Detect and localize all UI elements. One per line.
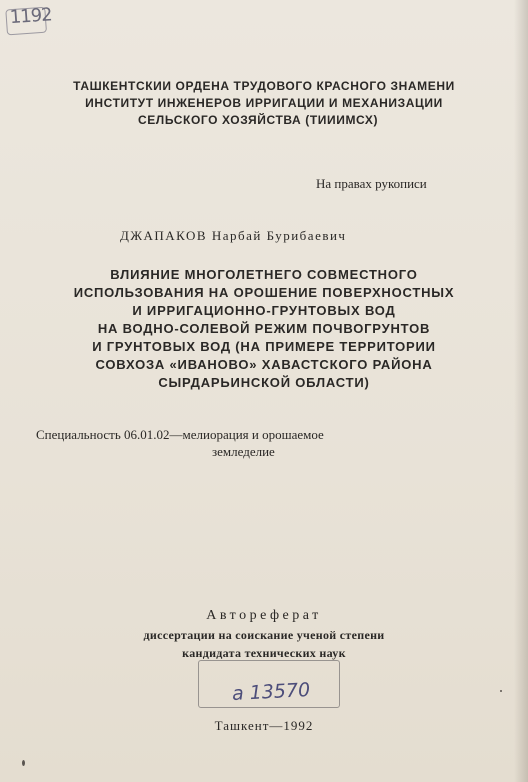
- title-line-3: И ИРРИГАЦИОННО-ГРУНТОВЫХ ВОД: [132, 303, 396, 318]
- title-line-6: СОВХОЗА «ИВАНОВО» ХАВАСТСКОГО РАЙОНА: [95, 357, 433, 372]
- rights-note: На правах рукописи: [316, 176, 427, 191]
- abstract-line-1: диссертации на соискание ученой степени: [143, 628, 385, 642]
- abstract-heading: Автореферат: [206, 608, 322, 623]
- shelf-mark-text: 1192: [9, 4, 53, 29]
- paper-speck: [22, 760, 25, 766]
- organization-line-1: ТАШКЕНТСКИИ ОРДЕНА ТРУДОВОГО КРАСНОГО ЗНАМЕНИ: [73, 79, 455, 93]
- organization-line-3: СЕЛЬСКОГО ХОЗЯЙСТВА (ТИИИМСХ): [137, 113, 379, 127]
- abstract-line-2: кандидата технических наук: [182, 646, 346, 660]
- paper-speck: [500, 690, 502, 692]
- organization-line-2: ИНСТИТУТ ИНЖЕНЕРОВ ИРРИГАЦИИ И МЕХАНИЗАЦИИ: [85, 96, 443, 110]
- title-line-4: НА ВОДНО-СОЛЕВОЙ РЕЖИМ ПОЧВОГРУНТОВ: [97, 321, 431, 336]
- handwritten-shelf-mark: [3, 0, 51, 37]
- author-name: ДЖАПАКОВ Нарбай Бурибаевич: [120, 228, 347, 243]
- title-line-2: ИСПОЛЬЗОВАНИЯ НА ОРОШЕНИЕ ПОВЕРХНОСТНЫХ: [73, 285, 455, 300]
- inventory-number: а 13570: [231, 678, 311, 706]
- city-year: Ташкент—1992: [214, 718, 314, 733]
- title-line-5: И ГРУНТОВЫХ ВОД (НА ПРИМЕРЕ ТЕРРИТОРИИ: [92, 339, 436, 354]
- specialty-line-1: Специальность 06.01.02—мелиорация и орошаемое: [36, 427, 324, 442]
- title-line-7: СЫРДАРЬИНСКОЙ ОБЛАСТИ): [158, 375, 370, 390]
- specialty-line-2: земледелие: [212, 444, 275, 459]
- title-line-1: ВЛИЯНИЕ МНОГОЛЕТНЕГО СОВМЕСТНОГО: [110, 267, 418, 282]
